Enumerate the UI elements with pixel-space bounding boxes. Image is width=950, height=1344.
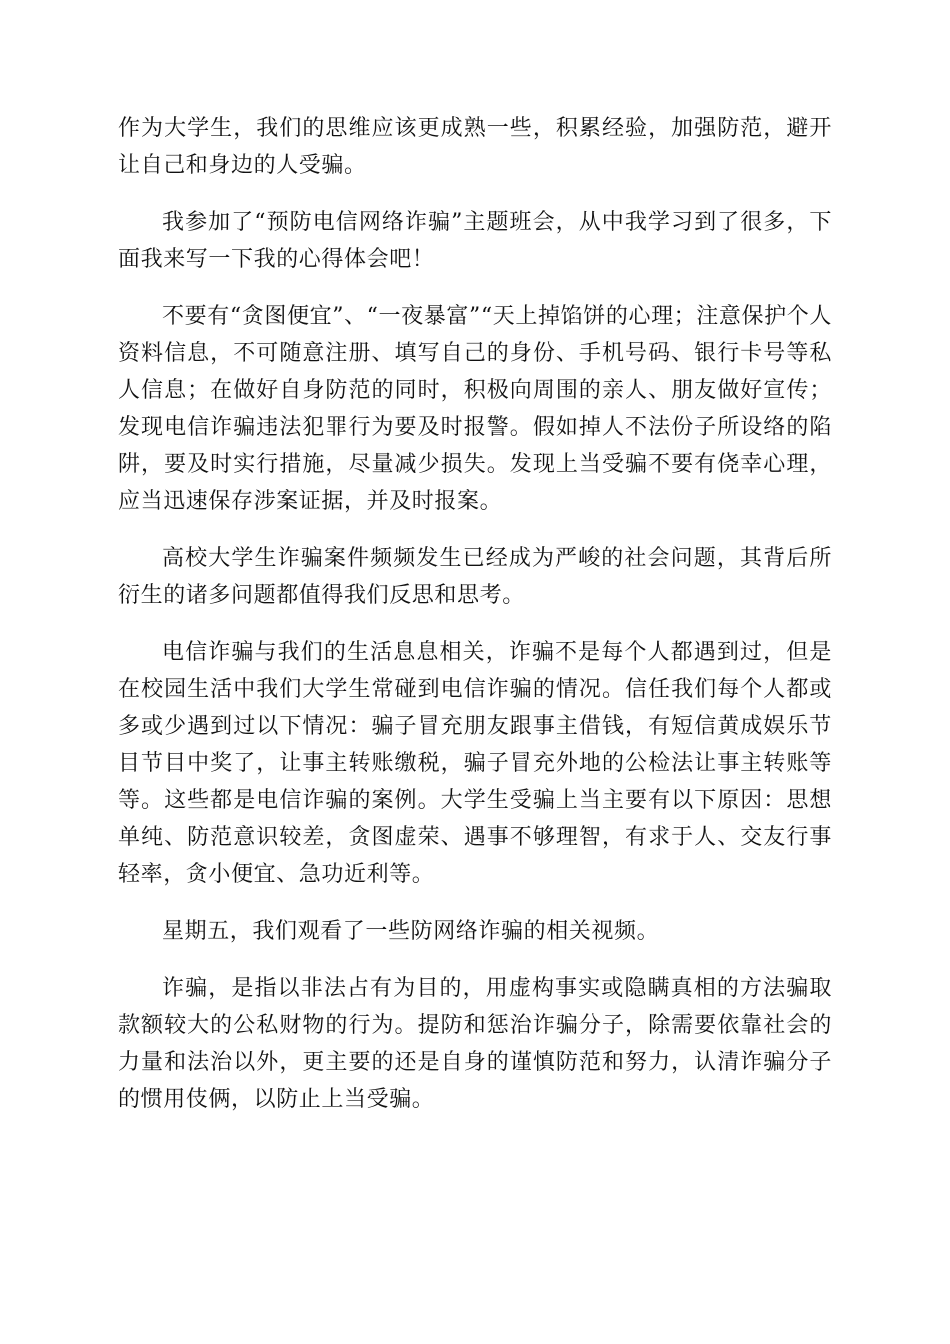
paragraph-4: 高校大学生诈骗案件频频发生已经成为严峻的社会问题，其背后所衍生的诸多问题都值得我们反思和思考。: [118, 546, 832, 608]
paragraph-6: 星期五，我们观看了一些防网络诈骗的相关视频。: [162, 919, 660, 944]
paragraph-5: 电信诈骗与我们的生活息息相关，诈骗不是每个人都遇到过，但是在校园生活中我们大学生常碰到电信诈骗的情况。信任我们每个人都或多或少遇到过以下情况：骗子冒充朋友跟事主借钱，有短信黄成娱乐节目节目中奖了，让事主转账缴税，骗子冒充外地的公检法让事主转账等等。这些都是电信诈骗的案例。大学生受骗上当主要有以下原因：思想单纯、防范意识较差，贪图虚荣、遇事不够理智，有求于人、交友行事轻率，贪小便宜、急功近利等。: [118, 640, 832, 887]
paragraph-7: 诈骗，是指以非法占有为目的，用虚构事实或隐瞒真相的方法骗取款额较大的公私财物的行为。提防和惩治诈骗分子，除需要依靠社会的力量和法治以外，更主要的还是自身的谨慎防范和努力，认清诈骗分子的惯用伎俩，以防止上当受骗。: [118, 976, 832, 1112]
paragraph-2: 我参加了“预防电信网络诈骗”主题班会，从中我学习到了很多，下面我来写一下我的心得体会吧！: [118, 210, 832, 272]
paragraph-1: 作为大学生，我们的思维应该更成熟一些，积累经验，加强防范，避开让自己和身边的人受骗。: [118, 116, 832, 178]
document-body: [118, 110, 832, 1138]
paragraph-3: 不要有“贪图便宜”、“一夜暴富”“天上掉馅饼的心理；注意保护个人资料信息，不可随意注册、填写自己的身份、手机号码、银行卡号等私人信息；在做好自身防范的同时，积极向周围的亲人、朋友做好宣传；发现电信诈骗违法犯罪行为要及时报警。假如掉人不法份子所设络的陷阱，要及时实行措施，尽量减少损失。发现上当受骗不要有侥幸心理，应当迅速保存涉案证据，并及时报案。: [118, 304, 832, 514]
